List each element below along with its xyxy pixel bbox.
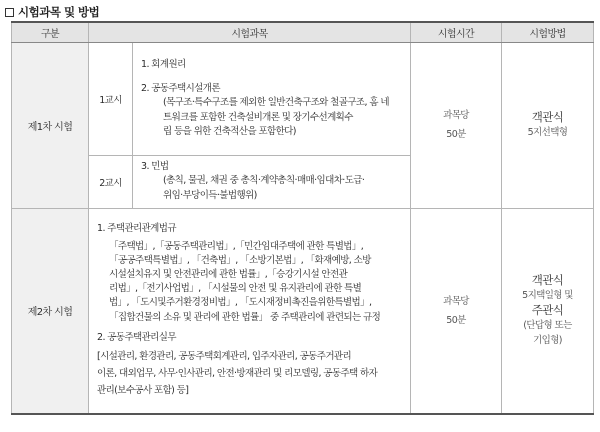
session2-label: 2교시 xyxy=(89,155,133,208)
subject-desc-line: 「공공주택특별법」, 「건축법」, 「소방기본법」, 「화재예방, 소방 xyxy=(109,254,371,266)
exam-subjects-table xyxy=(11,21,594,415)
table-row xyxy=(12,208,594,414)
subject-desc-line: 시설설치유지 및 안전관리에 관한 법률」,「승강기시설 안전관 xyxy=(109,269,348,281)
time-per-subject-label: 과목당 xyxy=(443,110,469,121)
subject-desc-line: 「주택법」,「공동주택관리법」,「민간임대주택에 관한 특별법」, xyxy=(109,240,364,252)
stage2-method xyxy=(502,208,594,414)
subject-desc-line: 트워크를 포함한 건축설비개론 및 장기수선계획수 xyxy=(163,111,353,123)
subject-desc-line: 립 등을 위한 건축적산을 포함한다) xyxy=(163,125,296,137)
subject-desc-line: 위임·부당이득·불법행위) xyxy=(163,189,257,201)
subject-desc-line: 법」, 「도시및주거환경정비법」, 「도시재정비촉진을위한특별법」, xyxy=(109,297,372,309)
time-value: 50분 xyxy=(446,129,466,140)
stage1-method xyxy=(502,42,594,208)
subject-desc-line: 「집합건물의 소유 및 관리에 관한 법률」 중 주택관리에 관련되는 규정 xyxy=(109,311,381,323)
stage2-time xyxy=(411,208,502,414)
time-value: 50분 xyxy=(446,314,466,326)
header-category: 구분 xyxy=(12,22,89,42)
stage1-time xyxy=(411,42,502,208)
subject-civil-law: 3. 민법 xyxy=(141,161,169,173)
session1-label: 1교시 xyxy=(89,42,133,155)
stage2-subjects xyxy=(89,208,411,414)
method-type: 주관식 xyxy=(531,303,564,318)
session1-subjects xyxy=(133,42,411,155)
subject-desc-line: [시설관리, 환경관리, 공동주택회계관리, 입주자관리, 공동주거관리 xyxy=(97,351,352,363)
subject-housing-practice: 2. 공동주택관리실무 xyxy=(97,331,176,343)
session2-subjects xyxy=(133,155,411,208)
time-per-subject-label: 과목당 xyxy=(443,295,469,307)
subject-housing-facilities: 2. 공동주택시설개론 xyxy=(141,83,220,95)
header-time: 시험시간 xyxy=(411,22,502,42)
section-title xyxy=(5,4,99,20)
table-header-row xyxy=(12,22,594,42)
subject-desc-line: 리법」,「전기사업법」, 「시설물의 안전 및 유지관리에 관한 특별 xyxy=(109,283,362,295)
stage1-label: 제1차 시험 xyxy=(12,42,89,208)
method-type: 객관식 xyxy=(531,273,564,288)
header-method: 시험방법 xyxy=(502,22,594,42)
subject-desc-line: 관리(보수공사 포함) 등] xyxy=(97,385,189,397)
header-subjects: 시험과목 xyxy=(89,22,411,42)
method-detail: 5지택일형 및 xyxy=(522,290,573,302)
method-detail: 기입형) xyxy=(533,335,562,347)
subject-housing-law: 1. 주택관리관계법규 xyxy=(97,223,176,235)
subject-desc-line: 이론, 대외업무, 사무·인사관리, 안전·방재관리 및 리모델링, 공동주택 하자 xyxy=(97,368,378,380)
method-type: 객관식 xyxy=(531,110,564,124)
square-bullet-icon xyxy=(5,8,14,17)
section-title-text: 시험과목 및 방법 xyxy=(18,5,100,19)
subject-desc-line: (총칙, 물권, 채권 중 총칙·계약총칙·매매·임대차·도급· xyxy=(163,175,365,187)
subject-desc-line: (목구조·특수구조를 제외한 일반건축구조와 철골구조, 홈 네 xyxy=(163,97,389,109)
stage2-label: 제2차 시험 xyxy=(12,208,89,414)
table-row xyxy=(12,42,594,155)
subject-accounting: 1. 회계원리 xyxy=(141,58,186,70)
method-detail: 5지선택형 xyxy=(527,127,568,138)
method-detail: (단답형 또는 xyxy=(523,320,572,332)
